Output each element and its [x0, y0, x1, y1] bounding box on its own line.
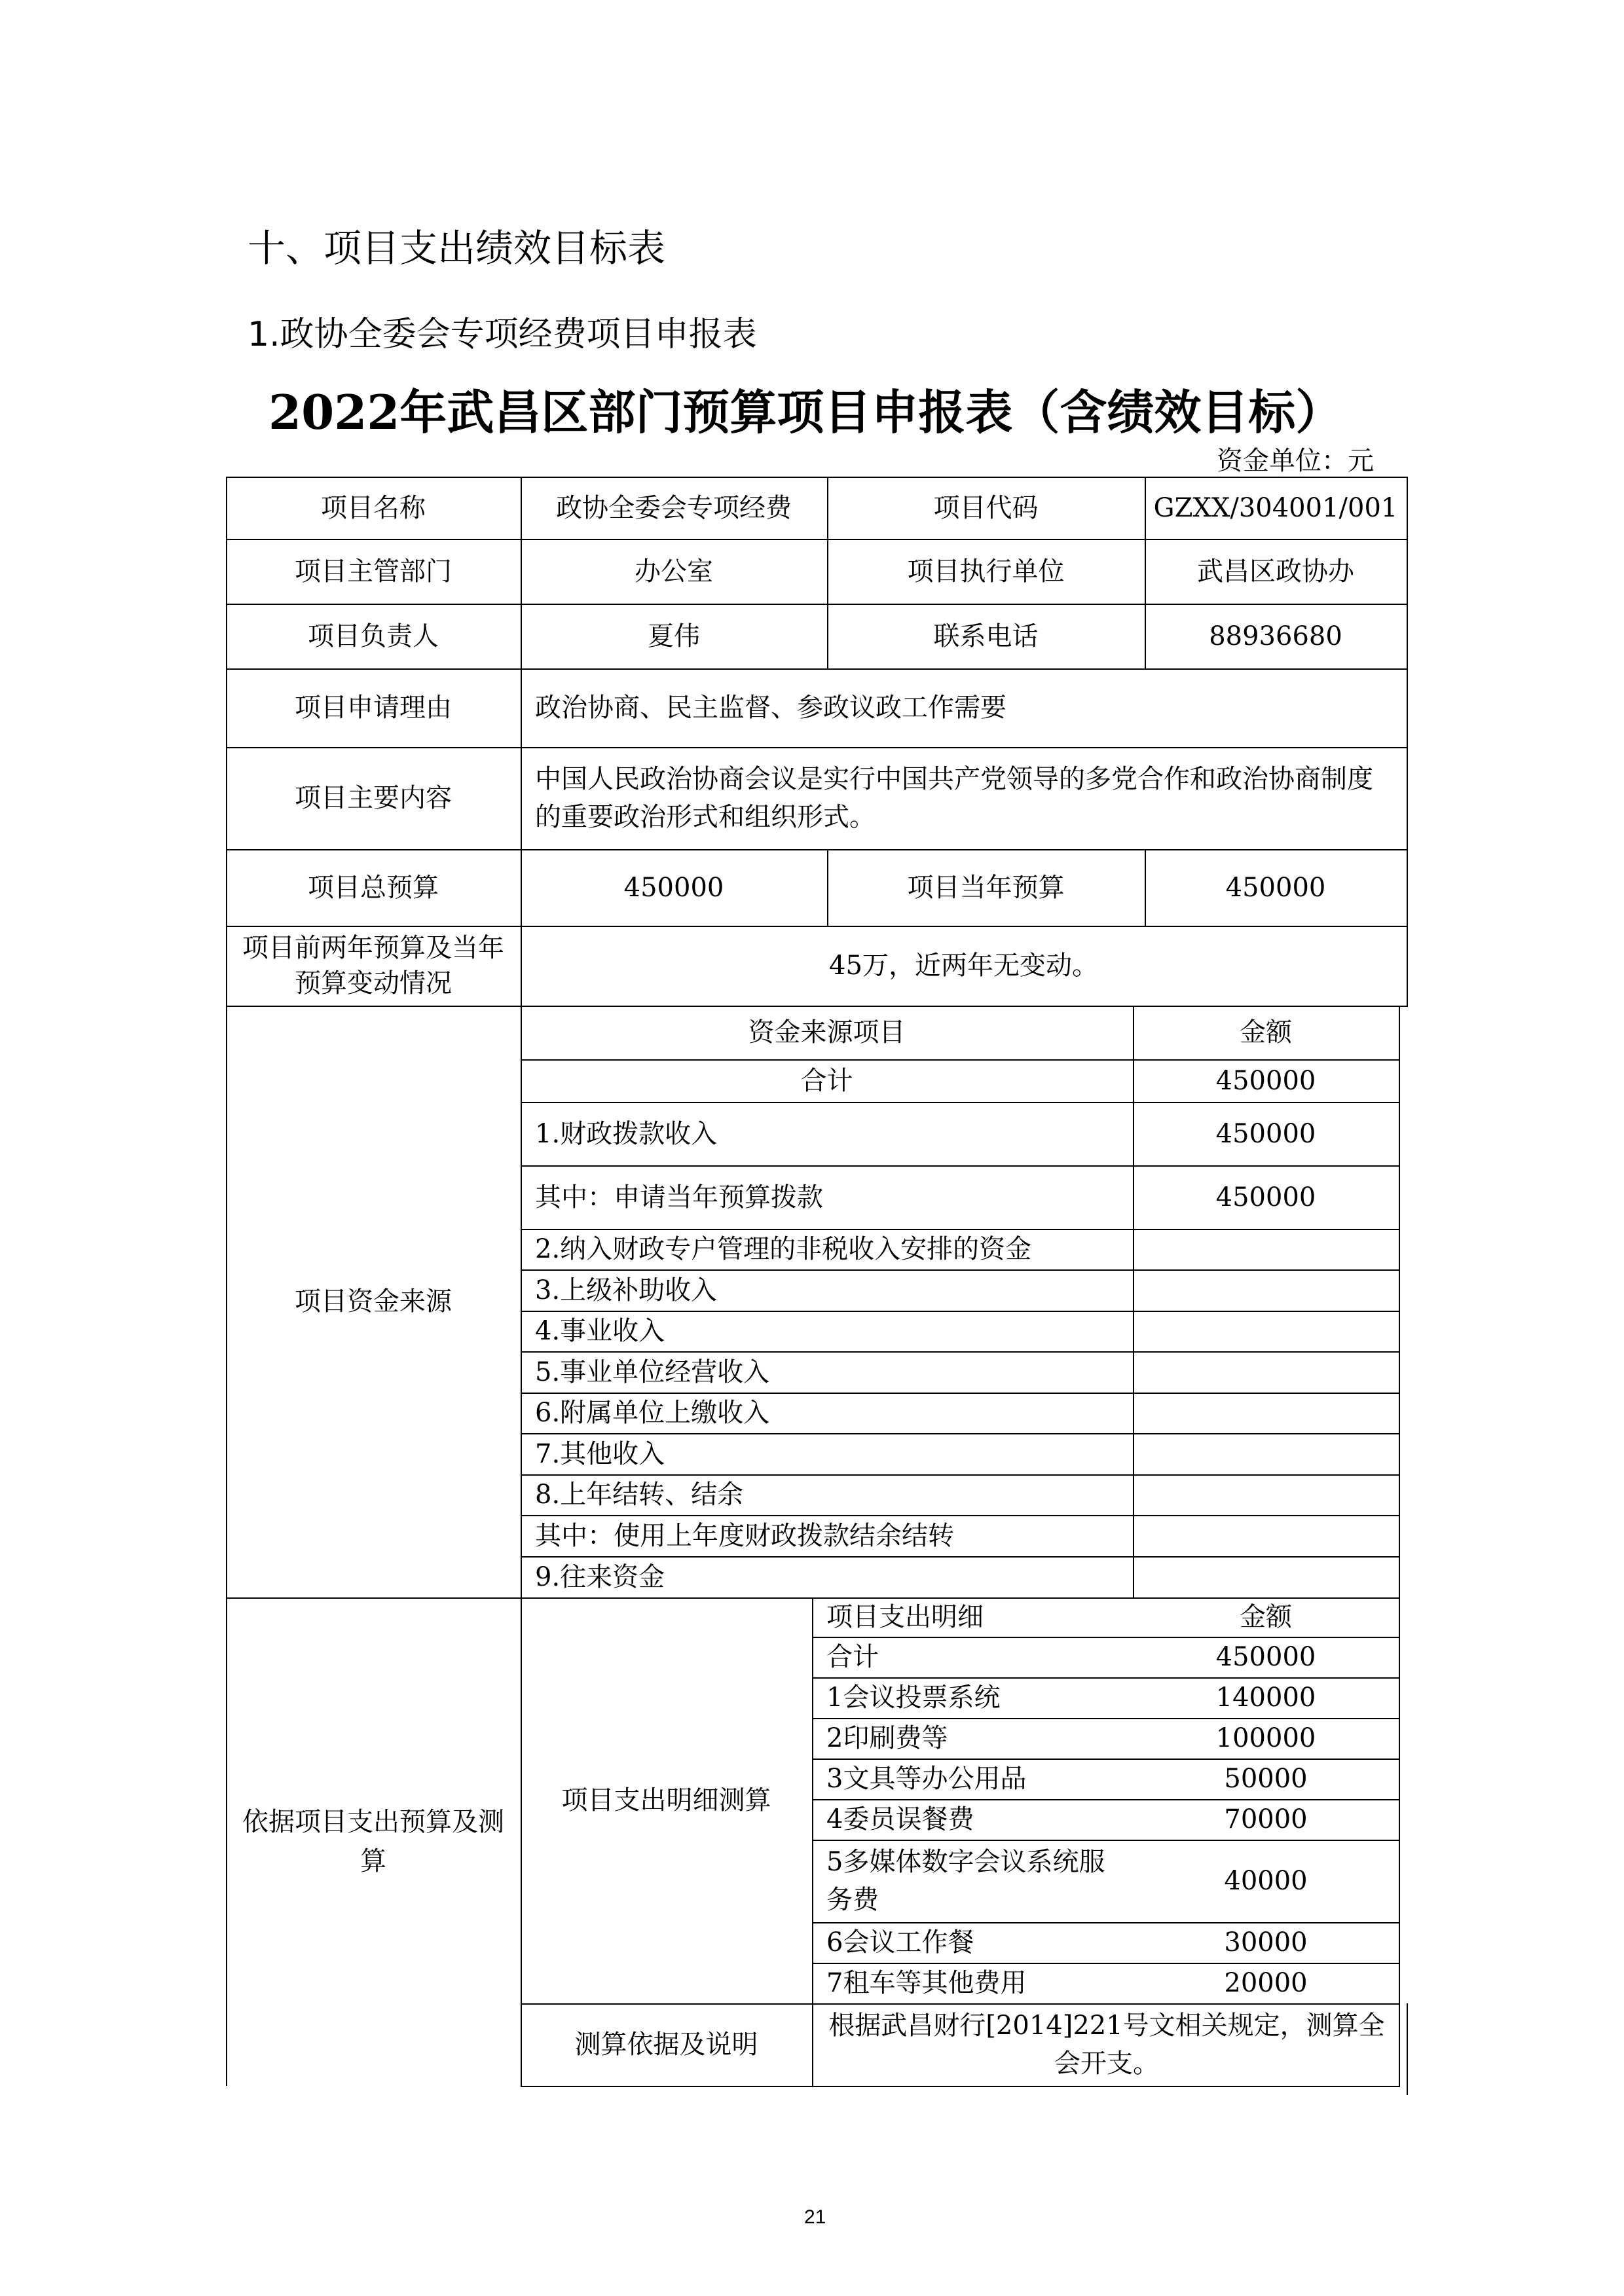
- funding-row-item: 7.其他收入: [535, 1438, 665, 1469]
- year-budget-value: 450000: [1225, 872, 1326, 903]
- year-budget-label: 项目当年预算: [907, 872, 1065, 903]
- budget-row-item: 5多媒体数字会议系统服务费: [826, 1847, 1105, 1915]
- basis-value: 根据武昌财行[2014]221号文相关规定，测算全会开支。: [828, 2011, 1385, 2079]
- funding-row-item: 3.上级补助收入: [535, 1275, 718, 1305]
- form-title: 2022年武昌区部门预算项目申报表（含绩效目标）: [268, 384, 1343, 440]
- funding-source-label: 项目资金来源: [295, 1286, 452, 1317]
- budget-row-amount: 70000: [1224, 1804, 1308, 1834]
- budget-change-label: 项目前两年预算及当年预算变动情况: [242, 933, 504, 998]
- funding-row-item: 其中：申请当年预算拨款: [535, 1182, 823, 1212]
- funding-row-amount: [1133, 1474, 1399, 1515]
- budget-row-item: 4委员误餐费: [826, 1804, 974, 1834]
- owner-value: 夏伟: [648, 621, 700, 651]
- budget-col-amount: 金额: [1240, 1602, 1292, 1632]
- funding-row-item: 4.事业收入: [535, 1316, 665, 1346]
- funding-row-amount: [1133, 1393, 1399, 1433]
- budget-section-label: 依据项目支出预算及测算: [242, 1807, 504, 1876]
- project-name-label: 项目名称: [321, 492, 426, 523]
- budget-row-item: 2印刷费等: [826, 1723, 948, 1753]
- currency-unit: 资金单位：元: [1217, 446, 1374, 476]
- funding-row-amount: 450000: [1215, 1118, 1316, 1149]
- funding-col-amount: 金额: [1240, 1017, 1292, 1048]
- funding-row-item: 6.附属单位上缴收入: [535, 1398, 770, 1428]
- funding-row-item: 5.事业单位经营收入: [535, 1357, 770, 1387]
- budget-detail-label: 项目支出明细测算: [561, 1785, 771, 1815]
- budget-row-item: 7租车等其他费用: [826, 1968, 1027, 1998]
- funding-row-amount: [1133, 1311, 1399, 1351]
- funding-col-item: 资金来源项目: [748, 1017, 906, 1048]
- reason-value: 政治协商、民主监督、参政议政工作需要: [535, 693, 1006, 723]
- funding-row-amount: 450000: [1215, 1182, 1316, 1212]
- phone-label: 联系电话: [933, 621, 1039, 651]
- phone-value: 88936680: [1209, 621, 1342, 651]
- funding-row-amount: [1133, 1433, 1399, 1474]
- budget-change-value: 45万，近两年无变动。: [829, 951, 1098, 981]
- total-budget-label: 项目总预算: [308, 872, 439, 903]
- page-number: 21: [804, 2206, 826, 2228]
- budget-row-item: 1会议投票系统: [826, 1683, 1001, 1713]
- budget-row-amount: 50000: [1224, 1764, 1308, 1794]
- budget-row-amount: 450000: [1215, 1642, 1316, 1672]
- budget-col-item: 项目支出明细: [826, 1602, 984, 1632]
- section-heading: 十、项目支出绩效目标表: [248, 226, 666, 270]
- basis-label: 测算依据及说明: [574, 2030, 758, 2060]
- budget-row-amount: 100000: [1215, 1723, 1316, 1753]
- funding-row-item: 2.纳入财政专户管理的非税收入安排的资金: [535, 1234, 1032, 1264]
- funding-row-item: 1.财政拨款收入: [535, 1118, 718, 1149]
- dept-value: 办公室: [635, 556, 713, 587]
- funding-row-amount: 450000: [1215, 1065, 1316, 1096]
- funding-row-item: 8.上年结转、结余: [535, 1480, 744, 1510]
- project-code-value: GZXX/304001/001: [1153, 492, 1398, 523]
- exec-unit-value: 武昌区政协办: [1197, 556, 1354, 587]
- exec-unit-label: 项目执行单位: [907, 556, 1065, 587]
- dept-label: 项目主管部门: [295, 556, 452, 587]
- total-budget-value: 450000: [623, 872, 724, 903]
- content-value: 中国人民政治协商会议是实行中国共产党领导的多党合作和政治协商制度的重要政治形式和组织形式。: [535, 764, 1373, 832]
- budget-row-amount: 20000: [1224, 1968, 1308, 1998]
- funding-row-item: 9.往来资金: [535, 1561, 665, 1592]
- budget-row-amount: 40000: [1224, 1866, 1308, 1896]
- budget-row-item: 合计: [826, 1642, 879, 1672]
- funding-row-amount: [1133, 1515, 1399, 1556]
- budget-row-item: 3文具等办公用品: [826, 1764, 1027, 1794]
- project-name-value: 政协全委会专项经费: [556, 492, 792, 523]
- funding-row-item: 合计: [800, 1065, 853, 1096]
- content-label: 项目主要内容: [295, 783, 452, 813]
- funding-row-amount: [1133, 1556, 1399, 1597]
- owner-label: 项目负责人: [308, 621, 439, 651]
- funding-row-item: 其中：使用上年度财政拨款结余结转: [535, 1520, 954, 1551]
- funding-row-amount: [1133, 1351, 1399, 1393]
- budget-row-amount: 140000: [1215, 1683, 1316, 1713]
- funding-row-amount: [1133, 1229, 1399, 1269]
- project-code-label: 项目代码: [933, 492, 1039, 523]
- funding-row-amount: [1133, 1269, 1399, 1311]
- budget-row-amount: 30000: [1224, 1927, 1308, 1958]
- reason-label: 项目申请理由: [295, 693, 452, 723]
- subsection-heading: 1.政协全委会专项经费项目申报表: [248, 315, 757, 354]
- budget-row-item: 6会议工作餐: [826, 1927, 974, 1958]
